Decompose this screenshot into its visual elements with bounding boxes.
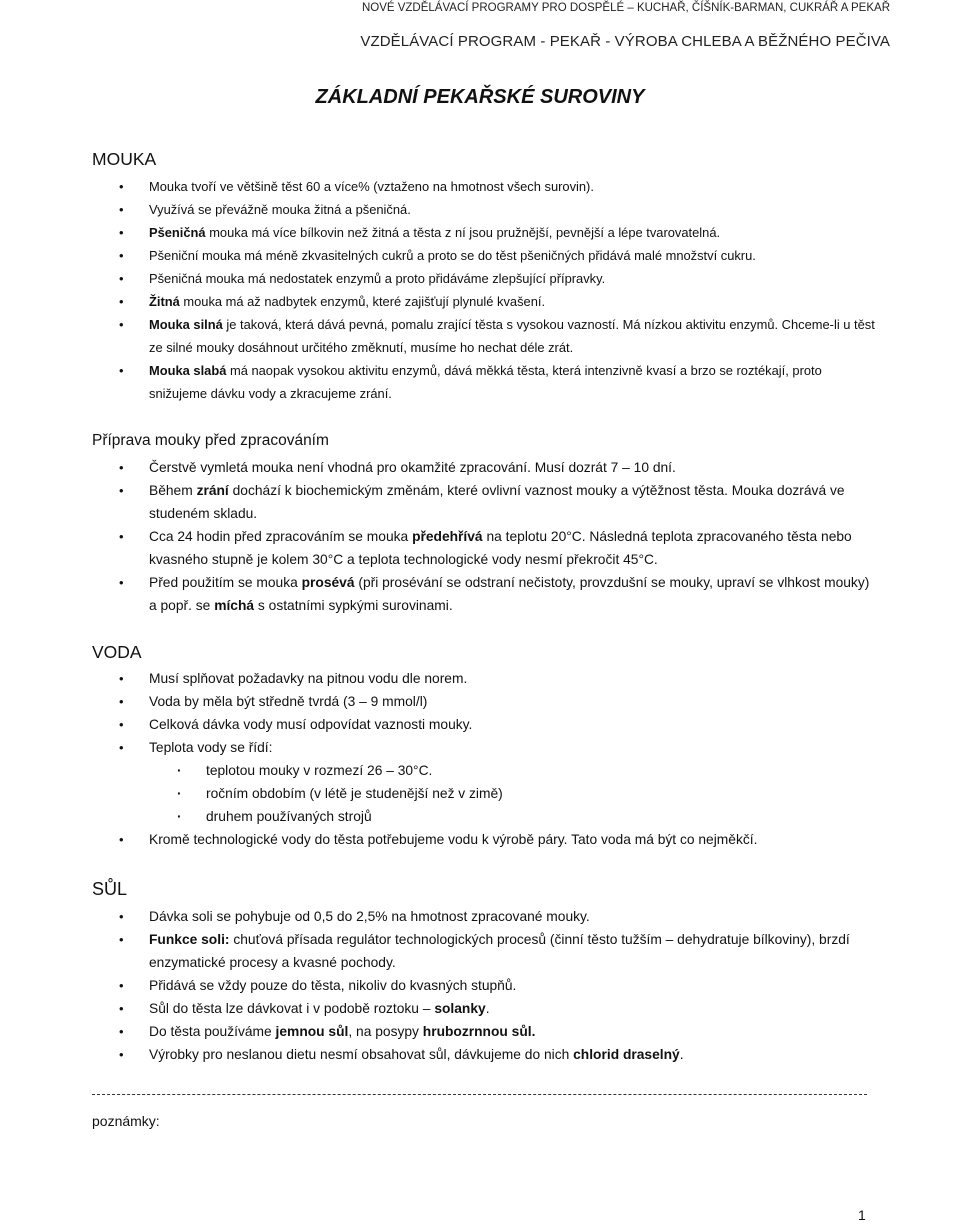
item-text: Dávka soli se pohybuje od 0,5 do 2,5% na hmotnost zpracované mouky. xyxy=(149,909,590,924)
header-program-title: VZDĚLÁVACÍ PROGRAM - PEKAŘ - VÝROBA CHLEBA A BĚŽNÉHO PEČIVA xyxy=(360,33,890,50)
list-item xyxy=(0,290,960,313)
item-bold: Pšeničná xyxy=(149,225,206,240)
item-text: dochází k biochemickým změnám, které ovlivní vaznost mouky a výtěžnost těsta. Mouka dozrává ve studeném skladu. xyxy=(149,483,845,521)
list-item xyxy=(0,198,960,221)
item-text: Během xyxy=(149,483,197,498)
list-item xyxy=(0,267,960,290)
item-text: Využívá se převážně mouka žitná a pšeničná. xyxy=(149,202,411,217)
item-bold: zrání xyxy=(196,483,229,498)
item-text: Mouka tvoří ve většině těst 60 a více% (vztaženo na hmotnost všech surovin). xyxy=(149,179,594,194)
item-text: Čerstvě vymletá mouka není vhodná pro okamžité zpracování. Musí dozrát 7 – 10 dní. xyxy=(149,460,676,475)
sub-list-item xyxy=(149,759,880,782)
list-item xyxy=(0,221,960,244)
item-text: Přidává se vždy pouze do těsta, nikoliv do kvasných stupňů. xyxy=(149,978,517,993)
list-item xyxy=(0,479,960,525)
list-item xyxy=(0,571,960,617)
item-text: Cca 24 hodin před zpracováním se mouka xyxy=(149,529,413,544)
list-item xyxy=(0,928,960,974)
item-text: má naopak vysokou aktivitu enzymů, dává měkká těsta, která intenzivně kvasí a brzo se roztékají, proto snižujeme dávku vody a zkracujeme zrání. xyxy=(149,363,822,401)
item-text: Výrobky pro neslanou dietu nesmí obsahovat sůl, dávkujeme do nich xyxy=(149,1047,574,1062)
list-item xyxy=(0,713,960,736)
section-heading-voda: VODA xyxy=(92,642,142,662)
item-text: . xyxy=(485,1001,490,1016)
list-item xyxy=(0,905,960,928)
item-bold: chlorid draselný xyxy=(573,1047,680,1062)
item-text: Voda by měla být středně tvrdá (3 – 9 mmol/l) xyxy=(149,694,428,709)
item-text: mouka má až nadbytek enzymů, které zajišťují plynulé kvašení. xyxy=(179,294,546,309)
sub-list-item xyxy=(149,782,880,805)
voda-list xyxy=(0,667,960,851)
subsection-heading-priprava: Příprava mouky před zpracováním xyxy=(92,432,329,449)
item-text: Pšeniční mouka má méně zkvasitelných cukrů a proto se do těst pšeničných přidává malé množství cukru. xyxy=(149,248,756,263)
list-item xyxy=(0,736,960,828)
item-bold: prosévá xyxy=(301,575,355,590)
notes-divider xyxy=(92,1094,867,1095)
item-bold: předehřívá xyxy=(412,529,483,544)
list-item xyxy=(0,525,960,571)
section-heading-mouka: MOUKA xyxy=(92,149,157,169)
item-text: Do těsta používáme xyxy=(149,1024,276,1039)
item-text: ročním obdobím (v létě je studenější než v zimě) xyxy=(206,786,503,801)
item-text: na teplotu 20°C. Následná teplota zpracovaného těsta nebo kvasného stupně je kolem 30°C a teplota technologické vody nesmí překročit 45°C. xyxy=(149,529,852,567)
item-text: Musí splňovat požadavky na pitnou vodu dle norem. xyxy=(149,671,468,686)
item-bold: hrubozrnnou sůl. xyxy=(422,1024,536,1039)
item-bold: míchá xyxy=(214,598,255,613)
item-text: (při prosévání se odstraní nečistoty, provzdušní se mouky, upraví se vlhkost mouky) a popř. se xyxy=(149,575,870,613)
priprava-list xyxy=(0,456,960,617)
item-bold: jemnou sůl xyxy=(275,1024,349,1039)
item-bold: Mouka silná xyxy=(149,317,223,332)
header-programs: NOVÉ VZDĚLÁVACÍ PROGRAMY PRO DOSPĚLÉ – KUCHAŘ, ČÍŠNÍK-BARMAN, CUKRÁŘ A PEKAŘ xyxy=(361,2,890,14)
document-title: ZÁKLADNÍ PEKAŘSKÉ SUROVINY xyxy=(315,86,645,108)
sub-list-item xyxy=(149,805,880,828)
list-item xyxy=(0,1043,960,1066)
voda-sublist xyxy=(149,759,880,828)
item-bold: Funkce soli: xyxy=(149,932,230,947)
sul-list xyxy=(0,905,960,1066)
list-item xyxy=(0,175,960,198)
list-item xyxy=(0,359,960,405)
item-text: , na posypy xyxy=(348,1024,423,1039)
list-item xyxy=(0,1020,960,1043)
list-item xyxy=(0,456,960,479)
item-text: . xyxy=(679,1047,684,1062)
list-item xyxy=(0,244,960,267)
item-text: chuťová přísada regulátor technologických procesů (činní těsto tužším – dehydratuje bílkoviny), brzdí enzymatické procesy a kvasné pochody. xyxy=(149,932,850,970)
page-number: 1 xyxy=(858,1207,866,1223)
item-text: Kromě technologické vody do těsta potřebujeme vodu k výrobě páry. Tato voda má být co nejměkčí. xyxy=(149,832,758,847)
list-item xyxy=(0,313,960,359)
item-bold: Mouka slabá xyxy=(149,363,227,378)
item-text: Pšeničná mouka má nedostatek enzymů a proto přidáváme zlepšující přípravky. xyxy=(149,271,606,286)
item-bold: solanky xyxy=(434,1001,486,1016)
item-text: je taková, která dává pevná, pomalu zrající těsta s vysokou vazností. Má nízkou aktivitu enzymů. Chceme-li u těst ze silné mouky dosáhnout určitého změknutí, musíme ho nechat déle zrát. xyxy=(149,317,875,355)
list-item xyxy=(0,997,960,1020)
list-item xyxy=(0,828,960,851)
item-text: Teplota vody se řídí: xyxy=(149,740,273,755)
notes-label: poznámky: xyxy=(92,1113,160,1129)
item-text: druhem používaných strojů xyxy=(206,809,372,824)
item-text: teplotou mouky v rozmezí 26 – 30°C. xyxy=(206,763,433,778)
item-text: s ostatními sypkými surovinami. xyxy=(254,598,453,613)
list-item xyxy=(0,974,960,997)
item-text: Před použitím se mouka xyxy=(149,575,302,590)
item-text: Sůl do těsta lze dávkovat i v podobě roztoku – xyxy=(149,1001,435,1016)
item-text: Celková dávka vody musí odpovídat vaznosti mouky. xyxy=(149,717,473,732)
item-text: mouka má více bílkovin než žitná a těsta z ní jsou pružnější, pevnější a lépe tvarovatelná. xyxy=(205,225,721,240)
list-item xyxy=(0,690,960,713)
item-bold: Žitná xyxy=(149,294,180,309)
list-item xyxy=(0,667,960,690)
section-heading-sul: SŮL xyxy=(92,879,128,899)
mouka-list xyxy=(0,175,960,405)
